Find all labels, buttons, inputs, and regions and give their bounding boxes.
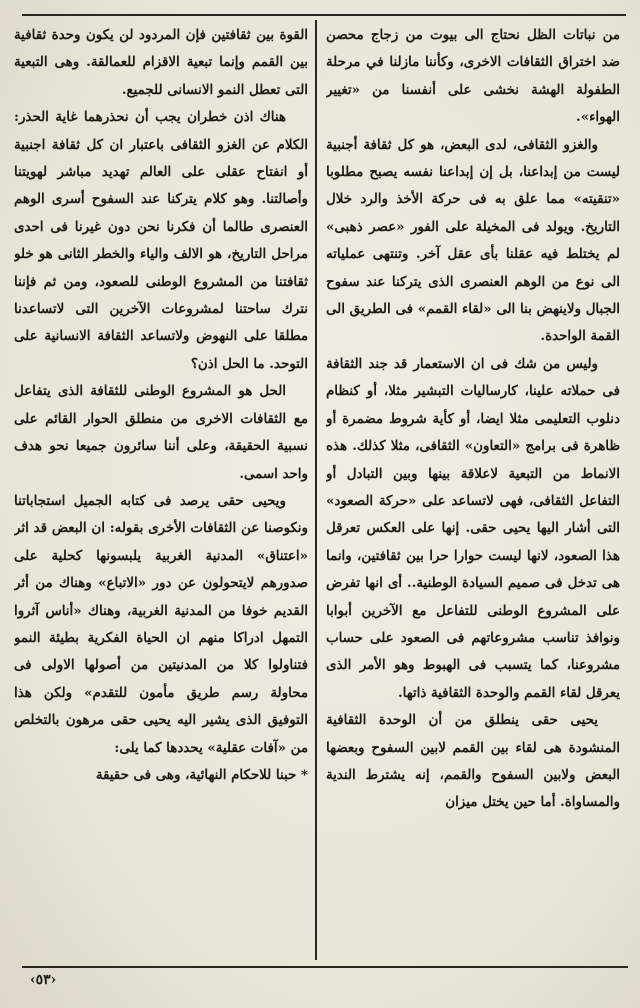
paragraph: القوة بين ثقافتين فإن المردود لن يكون وحدة ثقافية بين القمم وإنما تبعية الاقزام للعمالقة. وهى التبعية التى تعطل النمو الانسانى للجميع. <box>14 27 308 98</box>
paragraph: والغزو الثقافى، لدى البعض، هو كل ثقافة أجنبية ليست من إبداعنا، بل إن إبداعنا نفسه يصبح مطلوبا «تنقيته» مما علق به فى حركة الأخذ والرد خلال التاريخ. ويولد فى المخيلة على الفور «عصر ذهبى» لم يختلط فيه عقلنا بأى عقل آخر. وتنتهى عملياته الى نوع من الوهم العنصرى الذى يتركنا عند سفوح الجبال ولاينهض بنا الى «لقاء القمم» فى الطريق الى القمة الواحدة. <box>326 136 620 345</box>
left-column <box>14 22 308 960</box>
right-column <box>326 22 620 960</box>
paragraph: وليس من شك فى ان الاستعمار قد جند الثقافة فى حملاته علينا، كارساليات التبشير مثلا، أو كنظام دنلوب التعليمى مثلا ايضا، أو كأية شروط مضمرة أو ظاهرة فى برامج «التعاون» الثقافى، مثلا كذلك. هذه الانماط من التبعية لاعلاقة بينها وبين التبادل أو التفاعل الثقافى، فهى لاتساعد على «حركة الصعود» التى أشار اليها يحيى حقى. إنها على العكس تعرقل هذا الصعود، لانها ليست حوارا حرا بين ثقافتين، وانما هى تدخل فى صميم السيادة الوطنية.. أى انها تفرض على المشروع الوطنى للتفاعل مع الآخرين أبوابا ونوافذ تناسب مشروعاتهم فى الصعود على حساب مشروعنا، كما يتسبب فى الهبوط وهو الأمر الذى يعرقل لقاء القمم والوحدة الثقافية ذاتها. <box>326 355 620 701</box>
paragraph: من نباتات الظل نحتاج الى بيوت من زجاج محصن ضد اختراق الثقافات الاخرى، وكأننا مازلنا في مرحلة الطفولة الهشة نخشى على أنفسنا من «تغيير الهواء». <box>326 27 620 126</box>
paragraph: هناك اذن خطران يجب أن نحذرهما غاية الحذر: الكلام عن الغزو الثقافى باعتبار ان كل ثقافة اجنبية أو انفتاح عقلى على العالم تهديد مباشر لهويتنا وأصالتنا. وهو كلام يتركنا عند السفوح أسرى الوهم العنصرى طالما أن فكرنا نحن دون غيرنا فى احدى مراحل التاريخ، هو الالف والياء والخطر الثانى هو خلو ثقافتنا من المشروع الوطنى للصعود، ومن ثم فإننا نترك ساحتنا لمشروعات الآخرين التى لاتساعدنا مطلقا على النهوض ولاتساعد الثقافة الانسانية على التوحد. ما الحل اذن؟ <box>14 109 308 372</box>
page-number: ‹٥٣› <box>30 972 57 988</box>
paragraph: ويحيى حقى يرصد فى كتابه الجميل استجاباتنا ونكوصنا عن الثقافات الأخرى بقوله: ان البعض قد اثر «اعتناق» المدنية الغربية يلبسونها كحلية على صدورهم لايتحولون عن دور «الاتباع» وهناك من أثر القديم خوفا من المدنية الغربية، وهناك «أناس آثروا التمهل ادراكا منهم ان الحياة الفكرية بطيئة النمو فتناولوا كلا من المدنيتين من أصولها الاولى فى محاولة رسم طريق مأمون للتقدم» ولكن هذا التوفيق الذى يشير اليه يحيى حقى مرهون بالتخلص من «آفات عقلية» يحددها كما يلى: <box>14 492 308 756</box>
paragraph: * حبنا للاحكام النهائية، وهى فى حقيقة <box>95 766 308 783</box>
paragraph: يحيى حقى ينطلق من أن الوحدة الثقافية المنشودة هى لقاء بين القمم لابين السفوح وبعضها البعض ولابين السفوح والقمم، إنه يشترط الندية والمساواة. أما حين يختل ميزان <box>326 712 620 811</box>
top-rule <box>22 14 626 16</box>
column-divider <box>315 20 317 960</box>
paragraph: الحل هو المشروع الوطنى للثقافة الذى يتفاعل مع الثقافات الاخرى من منطلق الحوار القائم على نسبية الحقيقة، وعلى أننا سائرون جميعا نحو هدف واحد اسمى. <box>14 383 308 482</box>
bottom-rule <box>22 966 628 968</box>
